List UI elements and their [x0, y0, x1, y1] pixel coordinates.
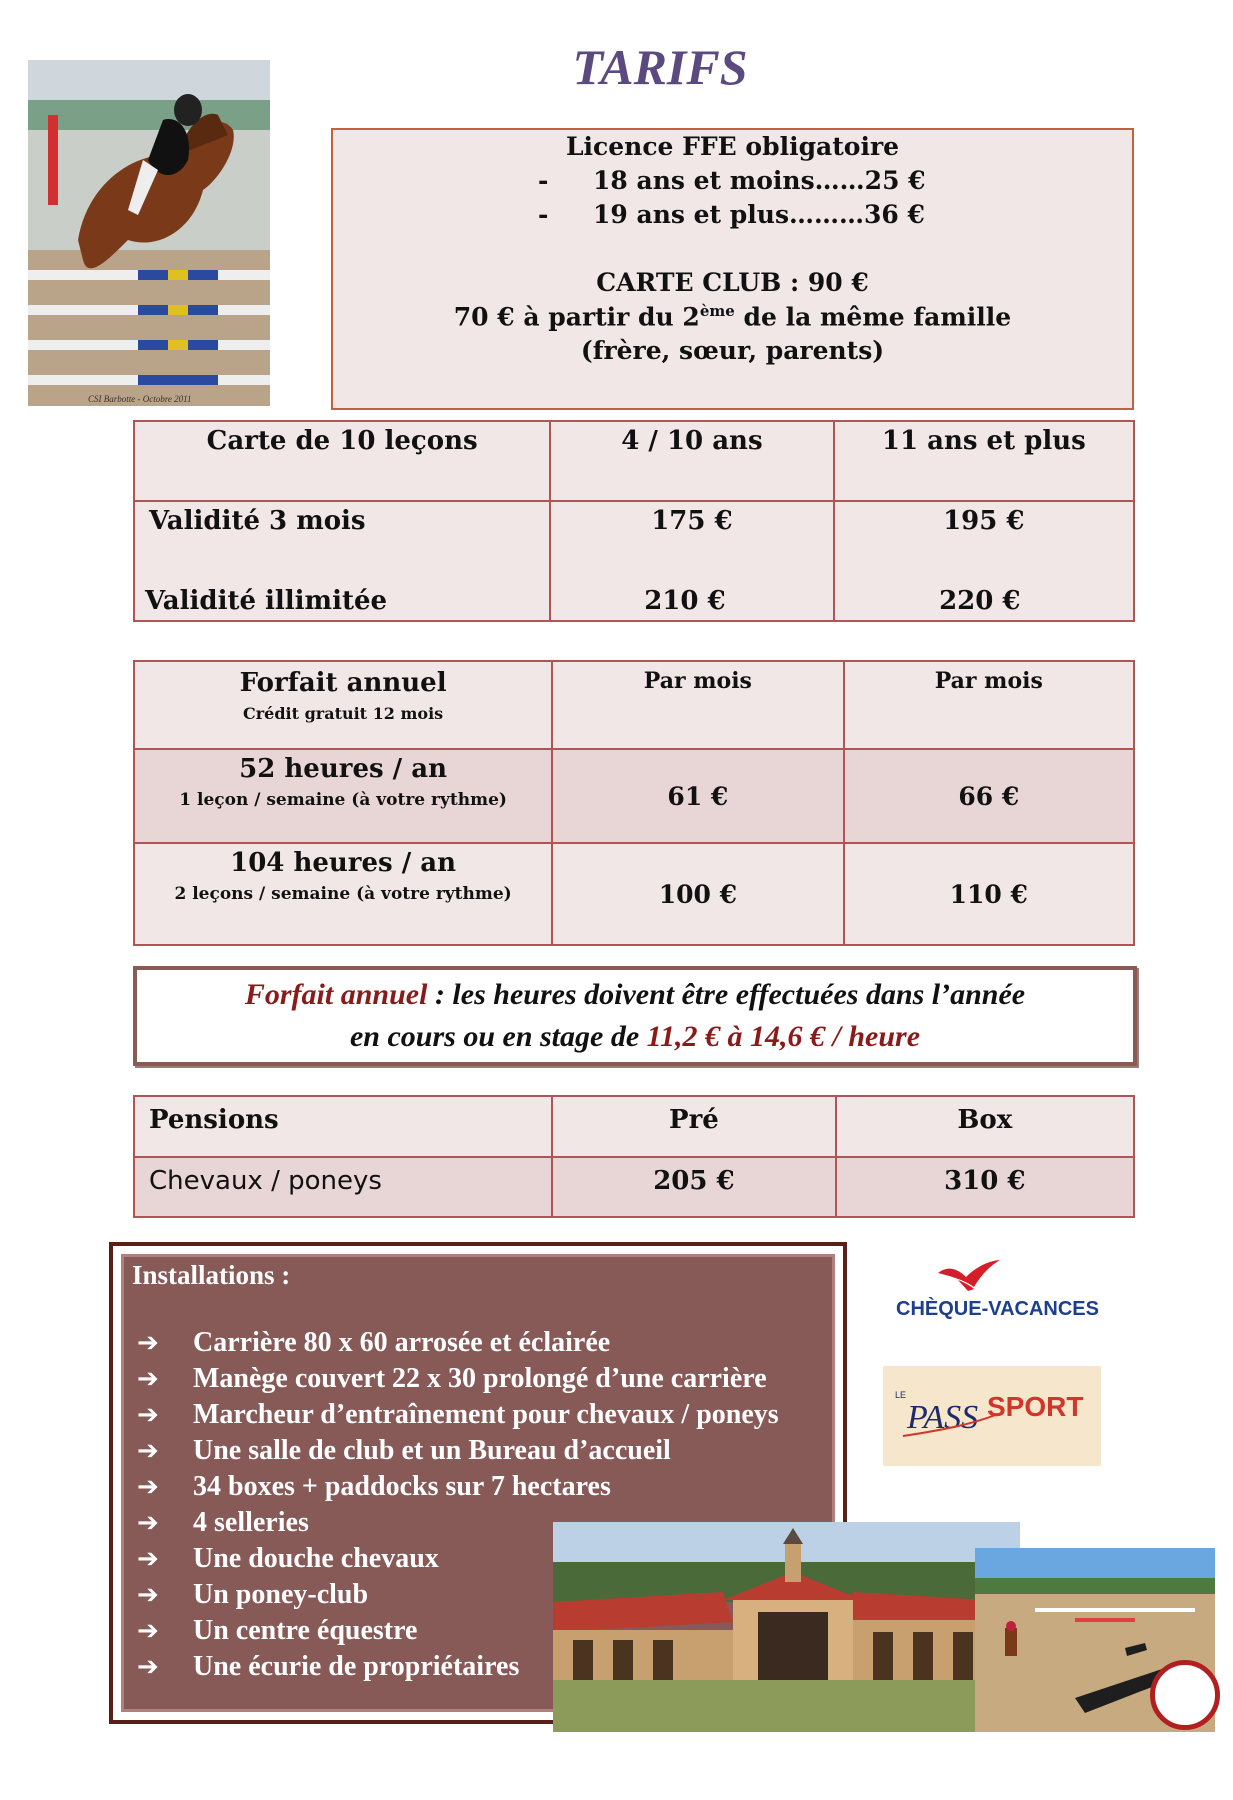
list-item	[137, 1615, 417, 1647]
price-value: 110 €	[844, 843, 1134, 945]
pass-sport-logo	[883, 1366, 1101, 1466]
list-item-text: Un poney-club	[193, 1579, 369, 1610]
list-item	[137, 1507, 309, 1539]
table-header: Carte de 10 leçons	[134, 421, 550, 501]
licence-item-under18: 18 ans et moins……25 €	[593, 166, 926, 195]
list-item-text: Une salle de club et un Bureau d’accueil	[193, 1435, 671, 1466]
forfait-note-line2	[137, 1020, 1133, 1054]
stable-photo	[553, 1522, 1020, 1732]
arrow-right-icon: ➔	[137, 1616, 159, 1646]
forfait-note-text: en cours ou en stage de	[349, 1020, 647, 1053]
forfait-header-cell	[134, 661, 552, 749]
table-header: Par mois	[552, 661, 843, 749]
forfait-note-text: : les heures doivent être effectuées dans l’année	[427, 978, 1026, 1011]
family-discount	[333, 302, 1132, 331]
forfait-hours: 52 heures / an	[239, 754, 447, 784]
table-header: 11 ans et plus	[834, 421, 1134, 501]
forfait-note-rate: 11,2 € à 14,6 € / heure	[646, 1020, 921, 1053]
arrow-right-icon: ➔	[137, 1652, 159, 1682]
arrow-right-icon: ➔	[137, 1364, 159, 1394]
family-discount-post: de la même famille	[734, 302, 1012, 332]
licence-item-dash: -	[538, 166, 549, 195]
arrow-right-icon: ➔	[137, 1508, 159, 1538]
carte-lecons-table	[133, 420, 1135, 622]
arrow-right-icon: ➔	[137, 1472, 159, 1502]
price-value: 100 €	[552, 843, 843, 945]
forfait-note-line1	[137, 978, 1133, 1012]
forfait-table	[133, 660, 1135, 946]
family-members: (frère, sœur, parents)	[580, 336, 885, 365]
list-item-text: 4 selleries	[193, 1507, 309, 1538]
pass-sport-pass: PASS	[907, 1399, 979, 1436]
pass-sport-sport: SPORT	[987, 1391, 1084, 1422]
list-item	[137, 1435, 671, 1467]
price-value: 61 €	[552, 749, 843, 843]
licence-heading: Licence FFE obligatoire	[565, 132, 900, 161]
list-item	[137, 1399, 779, 1431]
price-cell	[834, 501, 1134, 621]
list-item	[137, 1327, 610, 1359]
list-item-text: Une douche chevaux	[193, 1543, 439, 1574]
family-discount-pre: 70 € à partir du 2	[453, 302, 700, 332]
price-value: 210 €	[644, 586, 726, 616]
forfait-note-highlight: Forfait annuel	[244, 978, 428, 1011]
forfait-frequency: 2 leçons / semaine (à votre rythme)	[174, 884, 512, 904]
validity-label: Validité 3 mois	[149, 506, 366, 536]
table-row	[134, 1157, 1134, 1217]
price-cell	[550, 501, 833, 621]
list-item	[137, 1471, 611, 1503]
carte-club-price: CARTE CLUB : 90 €	[596, 268, 869, 297]
list-item	[137, 1651, 519, 1683]
forfait-subtitle: Crédit gratuit 12 mois	[243, 704, 444, 723]
table-header-row	[134, 1096, 1134, 1157]
list-item-text: Marcheur d’entraînement pour chevaux / poneys	[193, 1399, 779, 1430]
forfait-row-label	[134, 843, 552, 945]
pensions-table	[133, 1095, 1135, 1218]
cheque-vacances-logo	[888, 1255, 1108, 1325]
licence-item-over19: 19 ans et plus………36 €	[593, 200, 925, 229]
table-header-row	[134, 661, 1134, 749]
forfait-note-box	[133, 966, 1137, 1066]
price-value: 195 €	[943, 506, 1025, 536]
arrow-right-icon: ➔	[137, 1544, 159, 1574]
table-header: Pensions	[134, 1096, 552, 1157]
arrow-right-icon: ➔	[137, 1400, 159, 1430]
table-row	[134, 501, 1134, 621]
forfait-title: Forfait annuel	[239, 668, 447, 698]
table-header-row	[134, 421, 1134, 501]
licence-item-dash: -	[538, 200, 549, 229]
forfait-row-label	[134, 749, 552, 843]
forfait-frequency: 1 leçon / semaine (à votre rythme)	[179, 790, 507, 810]
decorative-circle	[1150, 1660, 1220, 1730]
family-discount-sup: ème	[699, 302, 735, 320]
price-value: 175 €	[651, 506, 733, 536]
table-row	[134, 843, 1134, 945]
price-value: 205 €	[552, 1157, 835, 1217]
list-item-text: Manège couvert 22 x 30 prolongé d’une carrière	[193, 1363, 767, 1394]
price-value: 220 €	[939, 586, 1021, 616]
price-value: 310 €	[836, 1157, 1134, 1217]
arrow-right-icon: ➔	[137, 1328, 159, 1358]
list-item-text: 34 boxes + paddocks sur 7 hectares	[193, 1471, 611, 1502]
table-header: 4 / 10 ans	[550, 421, 833, 501]
list-item	[137, 1543, 439, 1575]
validity-cell	[134, 501, 550, 621]
table-header: Box	[836, 1096, 1134, 1157]
validity-label: Validité illimitée	[145, 586, 388, 616]
price-value: 66 €	[844, 749, 1134, 843]
cheque-vacances-text: CHÈQUE-VACANCES	[896, 1298, 1099, 1320]
list-item	[137, 1363, 767, 1395]
show-jumping-photo	[28, 60, 270, 406]
arrow-right-icon: ➔	[137, 1580, 159, 1610]
forfait-hours: 104 heures / an	[230, 848, 457, 878]
table-row	[134, 749, 1134, 843]
arrow-right-icon: ➔	[137, 1436, 159, 1466]
pass-sport-le: LE	[895, 1390, 907, 1400]
table-header: Par mois	[844, 661, 1134, 749]
pension-type: Chevaux / poneys	[134, 1157, 552, 1217]
list-item-text: Une écurie de propriétaires	[193, 1651, 520, 1682]
page-title: TARIFS	[572, 39, 748, 95]
licence-box	[331, 128, 1134, 410]
list-item	[137, 1579, 368, 1611]
photo-caption: CSI Barbotte - Octobre 2011	[88, 394, 192, 404]
table-header: Pré	[552, 1096, 835, 1157]
list-item-text: Un centre équestre	[193, 1615, 418, 1646]
list-item-text: Carrière 80 x 60 arrosée et éclairée	[193, 1327, 611, 1358]
installations-title: Installations :	[132, 1260, 291, 1290]
